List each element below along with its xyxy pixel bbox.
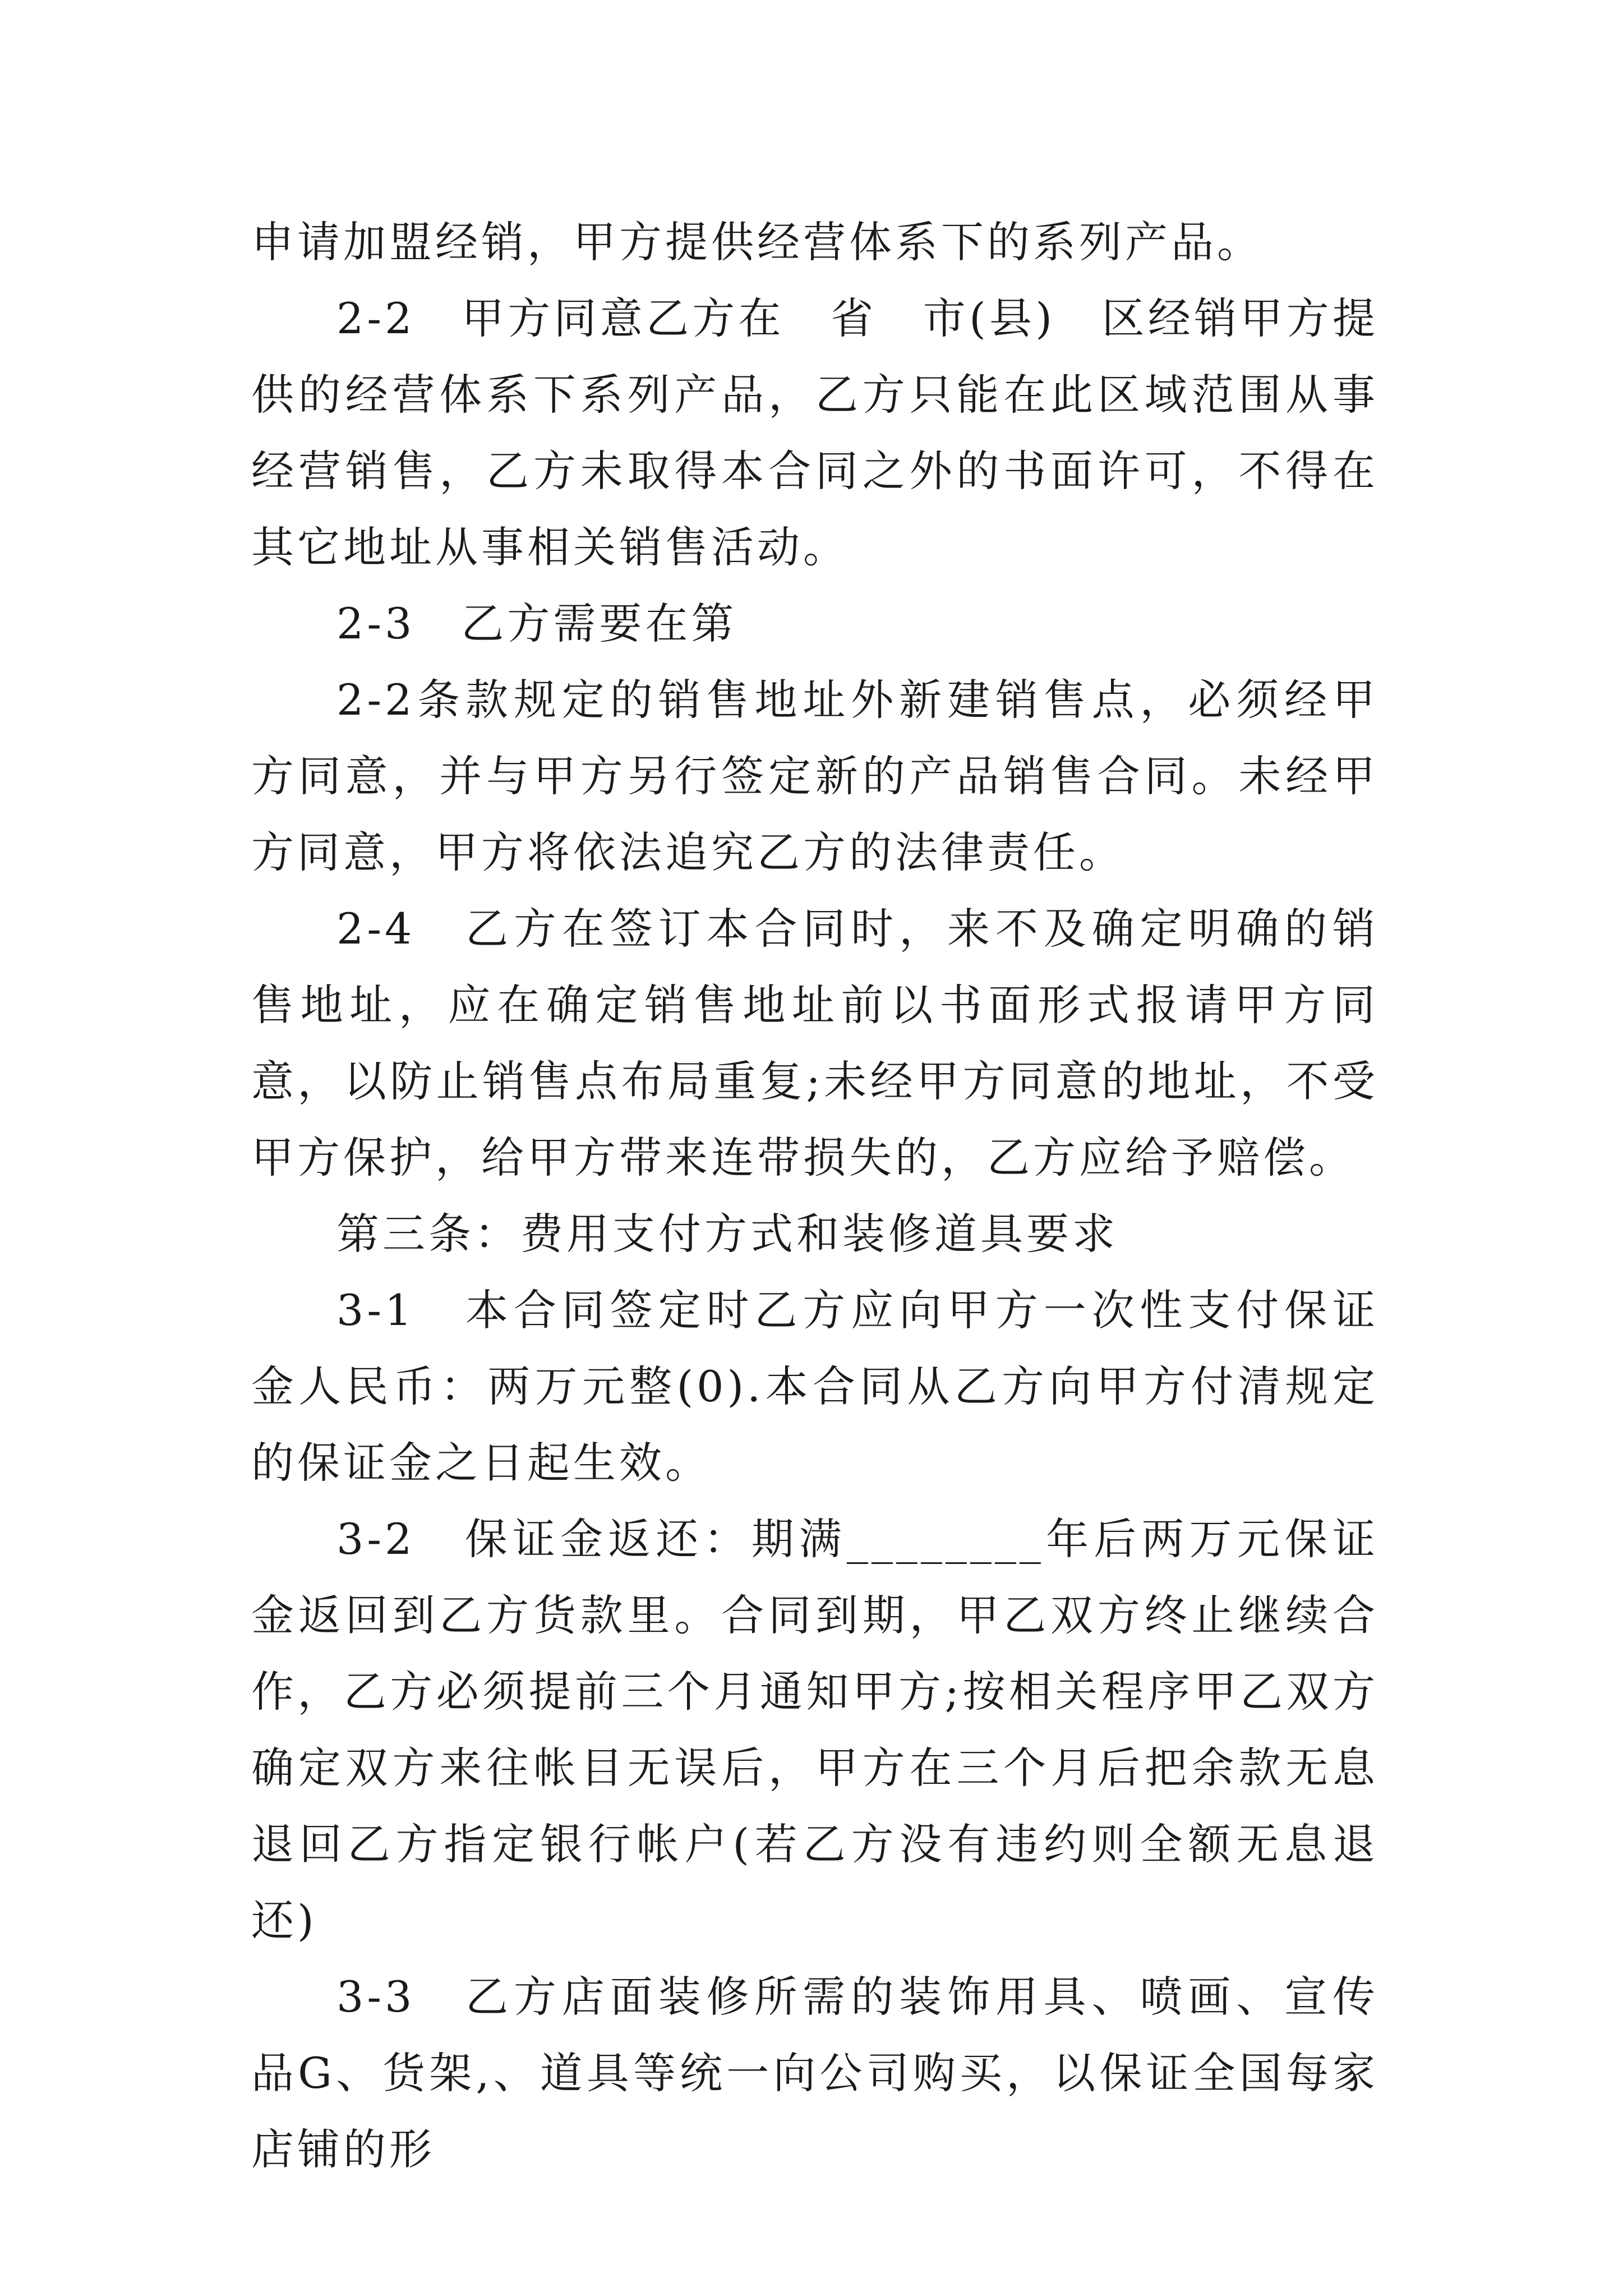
- paragraph: 2-2 甲方同意乙方在 省 市(县) 区经销甲方提供的经营体系下系列产品，乙方只能在此区域范围从事经营销售，乙方未取得本合同之外的书面许可，不得在其它地址从事相关销售活动。: [251, 293, 1378, 572]
- document-body: [251, 204, 1378, 2188]
- paragraph: 3-2 保证金返还：期满________年后两万元保证金返回到乙方货款里。合同到期，甲乙双方终止继续合作，乙方必须提前三个月通知甲方;按相关程序甲乙双方确定双方来往帐目无误后，甲方在三个月后把余款无息退回乙方指定银行帐户(若乙方没有违约则全额无息退还): [251, 1514, 1378, 1945]
- paragraph: 3-3 乙方店面装修所需的装饰用具、喷画、宣传品G、货架,、道具等统一向公司购买，以保证全国每家店铺的形: [251, 1972, 1378, 2174]
- paragraph: 2-3 乙方需要在第: [336, 599, 737, 648]
- paragraph: 2-4 乙方在签订本合同时，来不及确定明确的销售地址，应在确定销售地址前以书面形式报请甲方同意，以防止销售点布局重复;未经甲方同意的地址，不受甲方保护，给甲方带来连带损失的，乙方应给予赔偿。: [251, 904, 1378, 1182]
- paragraph: 2-2条款规定的销售地址外新建销售点，必须经甲方同意，并与甲方另行签定新的产品销售合同。未经甲方同意，甲方将依法追究乙方的法律责任。: [251, 675, 1378, 877]
- paragraph: 3-1 本合同签定时乙方应向甲方一次性支付保证金人民币：两万元整(0).本合同从乙方向甲方付清规定的保证金之日起生效。: [251, 1285, 1378, 1488]
- section-heading: 第三条：费用支付方式和装修道具要求: [336, 1209, 1118, 1259]
- paragraph: 申请加盟经销，甲方提供经营体系下的系列产品。: [251, 217, 1263, 267]
